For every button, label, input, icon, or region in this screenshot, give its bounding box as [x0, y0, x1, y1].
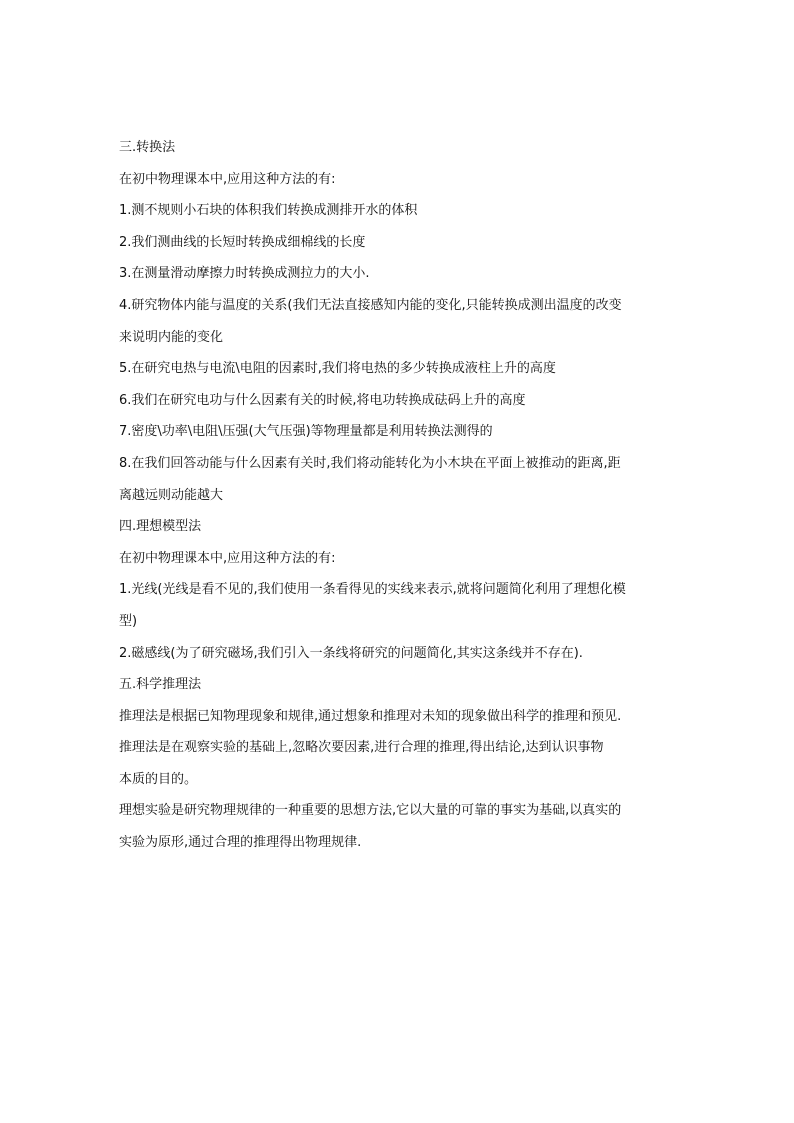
paragraph-line: 理想实验是研究物理规律的一种重要的思想方法,它以大量的可靠的事实为基础,以真实的 [119, 803, 622, 819]
list-item-continuation: 离越远则动能越大 [119, 487, 224, 503]
paragraph-line: 在初中物理课本中,应用这种方法的有: [119, 171, 336, 187]
paragraph-line: 实验为原形,通过合理的推理得出物理规律. [119, 835, 362, 851]
list-item: 6.我们在研究电功与什么因素有关的时候,将电功转换成砝码上升的高度 [119, 392, 526, 408]
section-heading-ideal-model-method: 四.理想模型法 [119, 519, 202, 535]
paragraph-line: 在初中物理课本中,应用这种方法的有: [119, 550, 336, 566]
list-item-continuation: 型) [119, 613, 138, 629]
list-item: 4.研究物体内能与温度的关系(我们无法直接感知内能的变化,只能转换成测出温度的改变 [119, 297, 622, 313]
list-item: 2.磁感线(为了研究磁场,我们引入一条线将研究的问题简化,其实这条线并不存在). [119, 645, 583, 661]
list-item: 8.在我们回答动能与什么因素有关时,我们将动能转化为小木块在平面上被推动的距离,距 [119, 455, 621, 471]
list-item: 5.在研究电热与电流\电阻的因素时,我们将电热的多少转换成液柱上升的高度 [119, 361, 556, 377]
list-item: 2.我们测曲线的长短时转换成细棉线的长度 [119, 234, 366, 250]
section-heading-conversion-method: 三.转换法 [119, 140, 176, 155]
section-heading-scientific-reasoning-method: 五.科学推理法 [119, 677, 202, 693]
list-item: 7.密度\功率\电阻\压强(大气压强)等物理量都是利用转换法测得的 [119, 424, 493, 440]
list-item: 3.在测量滑动摩擦力时转换成测拉力的大小. [119, 266, 370, 282]
list-item: 1.光线(光线是看不见的,我们使用一条看得见的实线来表示,就将问题简化利用了理想化模 [119, 582, 626, 598]
paragraph-line: 本质的目的。 [119, 771, 198, 787]
paragraph-line: 推理法是根据已知物理现象和规律,通过想象和推理对未知的现象做出科学的推理和预见. [119, 708, 622, 724]
document-page [119, 132, 679, 859]
list-item-continuation: 来说明内能的变化 [119, 329, 224, 345]
paragraph-line: 推理法是在观察实验的基础上,忽略次要因素,进行合理的推理,得出结论,达到认识事物 [119, 740, 604, 756]
list-item: 1.测不规则小石块的体积我们转换成测排开水的体积 [119, 203, 418, 219]
